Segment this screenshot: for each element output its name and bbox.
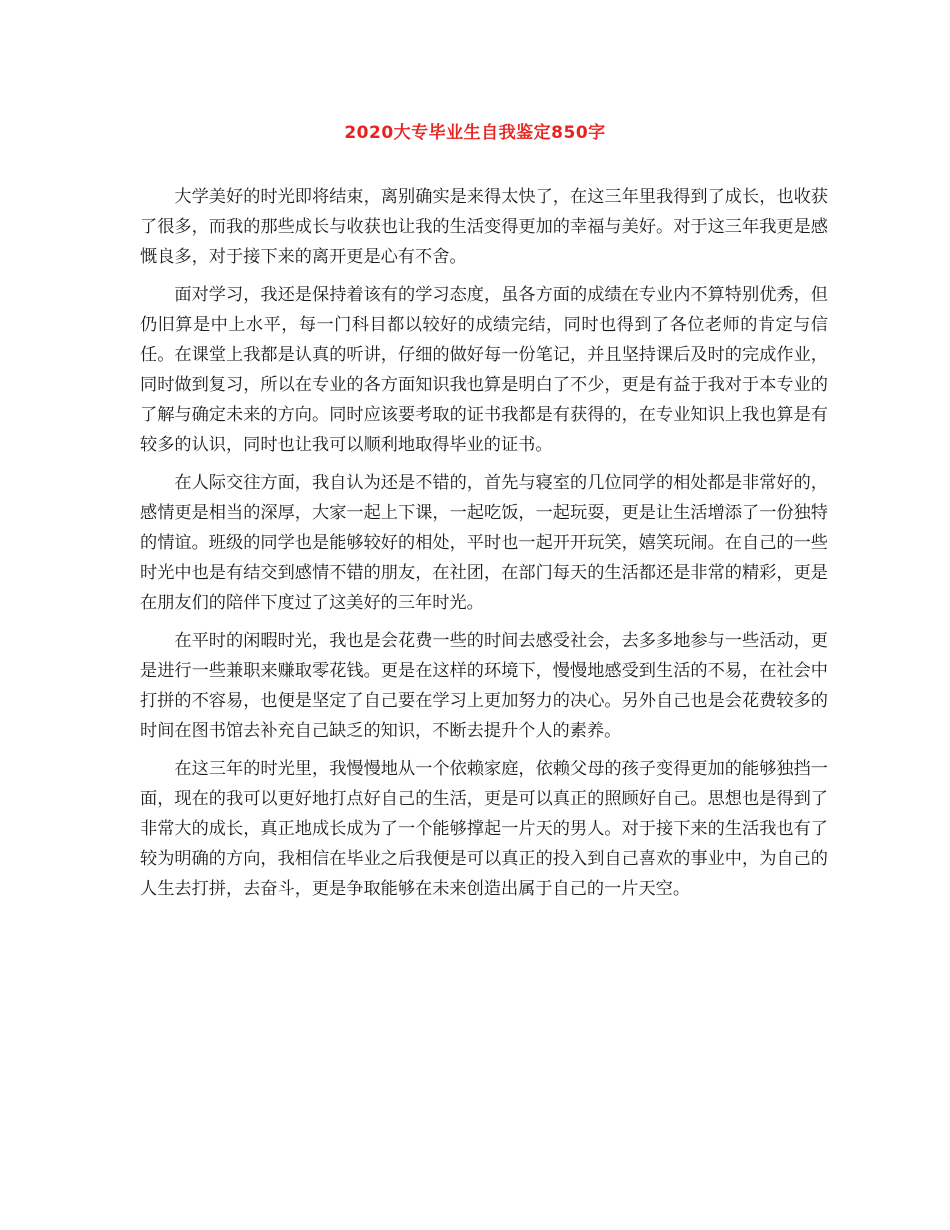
document-body [140, 182, 828, 912]
paragraph-study: 面对学习，我还是保持着该有的学习态度，虽各方面的成绩在专业内不算特别优秀，但仍旧算是中上水平，每一门科目都以较好的成绩完结，同时也得到了各位老师的肯定与信任。在课堂上我都是认真的听讲，仔细的做好每一份笔记，并且坚持课后及时的完成作业，同时做到复习，所以在专业的各方面知识我也算是明白了不少，更是有益于我对于本专业的了解与确定未来的方向。同时应该要考取的证书我都是有获得的，在专业知识上我也算是有较多的认识，同时也让我可以顺利地取得毕业的证书。 [140, 285, 828, 455]
paragraph-intro: 大学美好的时光即将结束，离别确实是来得太快了，在这三年里我得到了成长，也收获了很多，而我的那些成长与收获也让我的生活变得更加的幸福与美好。对于这三年我更是感慨良多，对于接下来的离开更是心有不舍。 [140, 187, 828, 267]
paragraph-growth: 在这三年的时光里，我慢慢地从一个依赖家庭，依赖父母的孩子变得更加的能够独挡一面，现在的我可以更好地打点好自己的生活，更是可以真正的照顾好自己。思想也是得到了非常大的成长，真正地成长成为了一个能够撑起一片天的男人。对于接下来的生活我也有了较为明确的方向，我相信在毕业之后我便是可以真正的投入到自己喜欢的事业中，为自己的人生去打拼，去奋斗，更是争取能够在未来创造出属于自己的一片天空。 [140, 759, 828, 899]
document-title: 2020大专毕业生自我鉴定850字 [344, 123, 606, 143]
paragraph-leisure: 在平时的闲暇时光，我也是会花费一些的时间去感受社会，去多多地参与一些活动，更是进行一些兼职来赚取零花钱。更是在这样的环境下，慢慢地感受到生活的不易，在社会中打拼的不容易，也便是坚定了自己要在学习上更加努力的决心。另外自己也是会花费较多的时间在图书馆去补充自己缺乏的知识，不断去提升个人的素养。 [140, 631, 828, 741]
paragraph-social: 在人际交往方面，我自认为还是不错的，首先与寝室的几位同学的相处都是非常好的，感情更是相当的深厚，大家一起上下课，一起吃饭，一起玩耍，更是让生活增添了一份独特的情谊。班级的同学也是能够较好的相处，平时也一起开开玩笑，嬉笑玩闹。在自己的一些时光中也是有结交到感情不错的朋友，在社团，在部门每天的生活都还是非常的精彩，更是在朋友们的陪伴下度过了这美好的三年时光。 [140, 473, 828, 613]
